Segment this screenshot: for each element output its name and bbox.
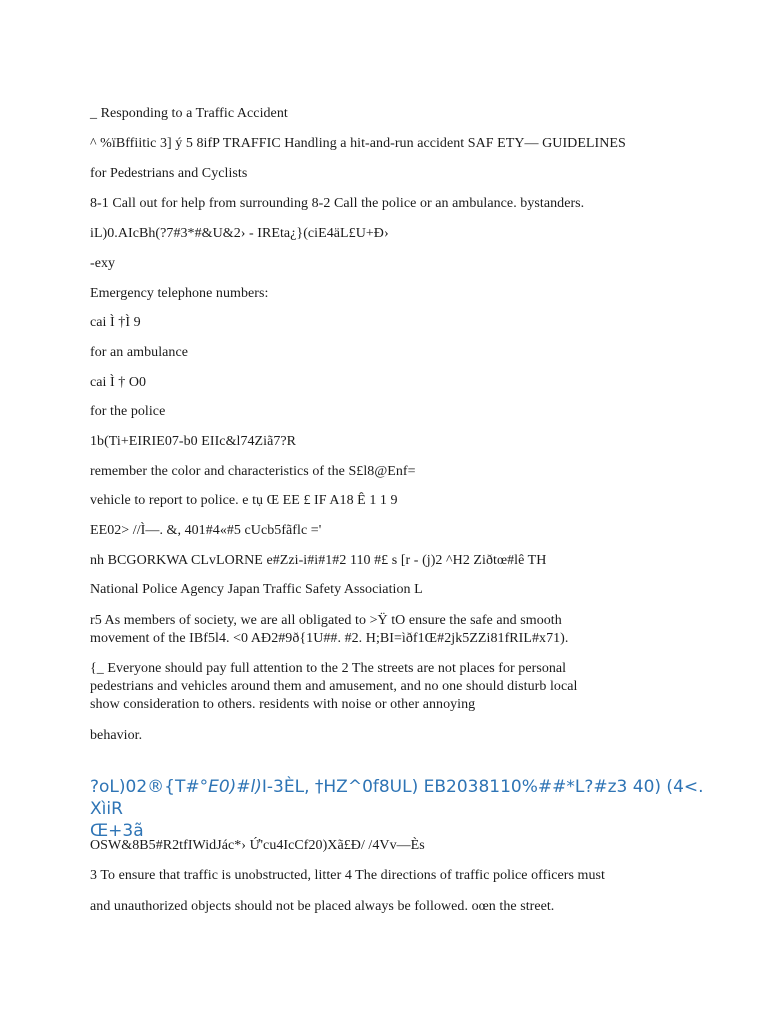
doc-line-after-heading-2: 3 To ensure that traffic is unobstructed, litter 4 The directions of traffic police officers must: [90, 868, 605, 883]
doc-line-16: nh BCGORKWA CLvLORNE e#Zzi-i#i#1#2 110 #£ s [r - (j)2 ^H2 Ziðtœ#lê TH: [90, 553, 547, 568]
doc-line-14: vehicle to report to police. e tụ Œ EE £ IF A18 Ê 1 1 9: [90, 493, 398, 508]
doc-line-3: for Pedestrians and Cyclists: [90, 166, 248, 181]
paragraph-1-line-2: movement of the IBf5l4. <0 AÐ2#9ð{1U##. #2. H;BI=ìðf1Œ#2jk5ZZi81fRIL#x71).: [90, 631, 569, 646]
doc-line-ambulance: for an ambulance: [90, 345, 188, 360]
doc-line-12: 1b(Ti+EIRIE07-b0 EIIc&l74Ziã7?R: [90, 434, 297, 449]
doc-line-13: remember the color and characteristics of the S£l8@Enf=: [90, 464, 416, 479]
heading-line-2: Œ+3ã: [90, 821, 144, 841]
section-heading: [90, 776, 710, 842]
heading-part-italic: E0)#l): [208, 777, 262, 797]
doc-line-4: 8-1 Call out for help from surrounding 8-2 Call the police or an ambulance. bystanders.: [90, 196, 585, 211]
doc-line-emergency-numbers: Emergency telephone numbers:: [90, 286, 269, 301]
doc-line-police: for the police: [90, 404, 166, 419]
paragraph-2-line-1: {_ Everyone should pay full attention to the 2 The streets are not places for personal: [90, 661, 567, 676]
doc-line-call-110: cai Ì † O0: [90, 375, 147, 390]
heading-part-3: I-3ÈL, †HZ^0f8UL) EB2038110%##*L?#z3 40) (4<. XìiR: [90, 777, 704, 819]
doc-line-after-heading-1: OSW&8B5#R2tfIWidJác*› Ứ'cu4IcCf20)Xã£Ð/ /4Vv—Ès: [90, 838, 425, 853]
doc-line-after-heading-3: and unauthorized objects should not be placed always be followed. oœn the street.: [90, 899, 555, 914]
paragraph-2-line-2: pedestrians and vehicles around them and amusement, and no one should disturb local: [90, 679, 578, 694]
doc-line-6: -exy: [90, 256, 116, 271]
heading-part-1: ?oL)02®{T#°: [90, 777, 209, 797]
doc-line-2: ^ %ïBffiitic 3] ý 5 8ifP TRAFFIC Handling a hit-and-run accident SAF ETY— GUIDELINES: [90, 136, 626, 151]
doc-line-15: EE02> //Ì—. &, 401#4«#5 cUcb5fãflc =': [90, 523, 322, 538]
paragraph-2-line-3: show consideration to others. residents with noise or other annoying: [90, 697, 476, 712]
paragraph-2-line-4: behavior.: [90, 728, 143, 743]
doc-line-call-119: cai Ì †Ì 9: [90, 315, 141, 330]
doc-line-5: iL)0.AIcBh(?7#3*#&U&2› - IREta¿}(ciE4äL£U+Ð›: [90, 226, 389, 241]
doc-line-title: _ Responding to a Traffic Accident: [90, 106, 288, 121]
paragraph-1-line-1: r5 As members of society, we are all obligated to >Ÿ tO ensure the safe and smooth: [90, 613, 562, 628]
doc-line-17: National Police Agency Japan Traffic Safety Association L: [90, 582, 423, 597]
